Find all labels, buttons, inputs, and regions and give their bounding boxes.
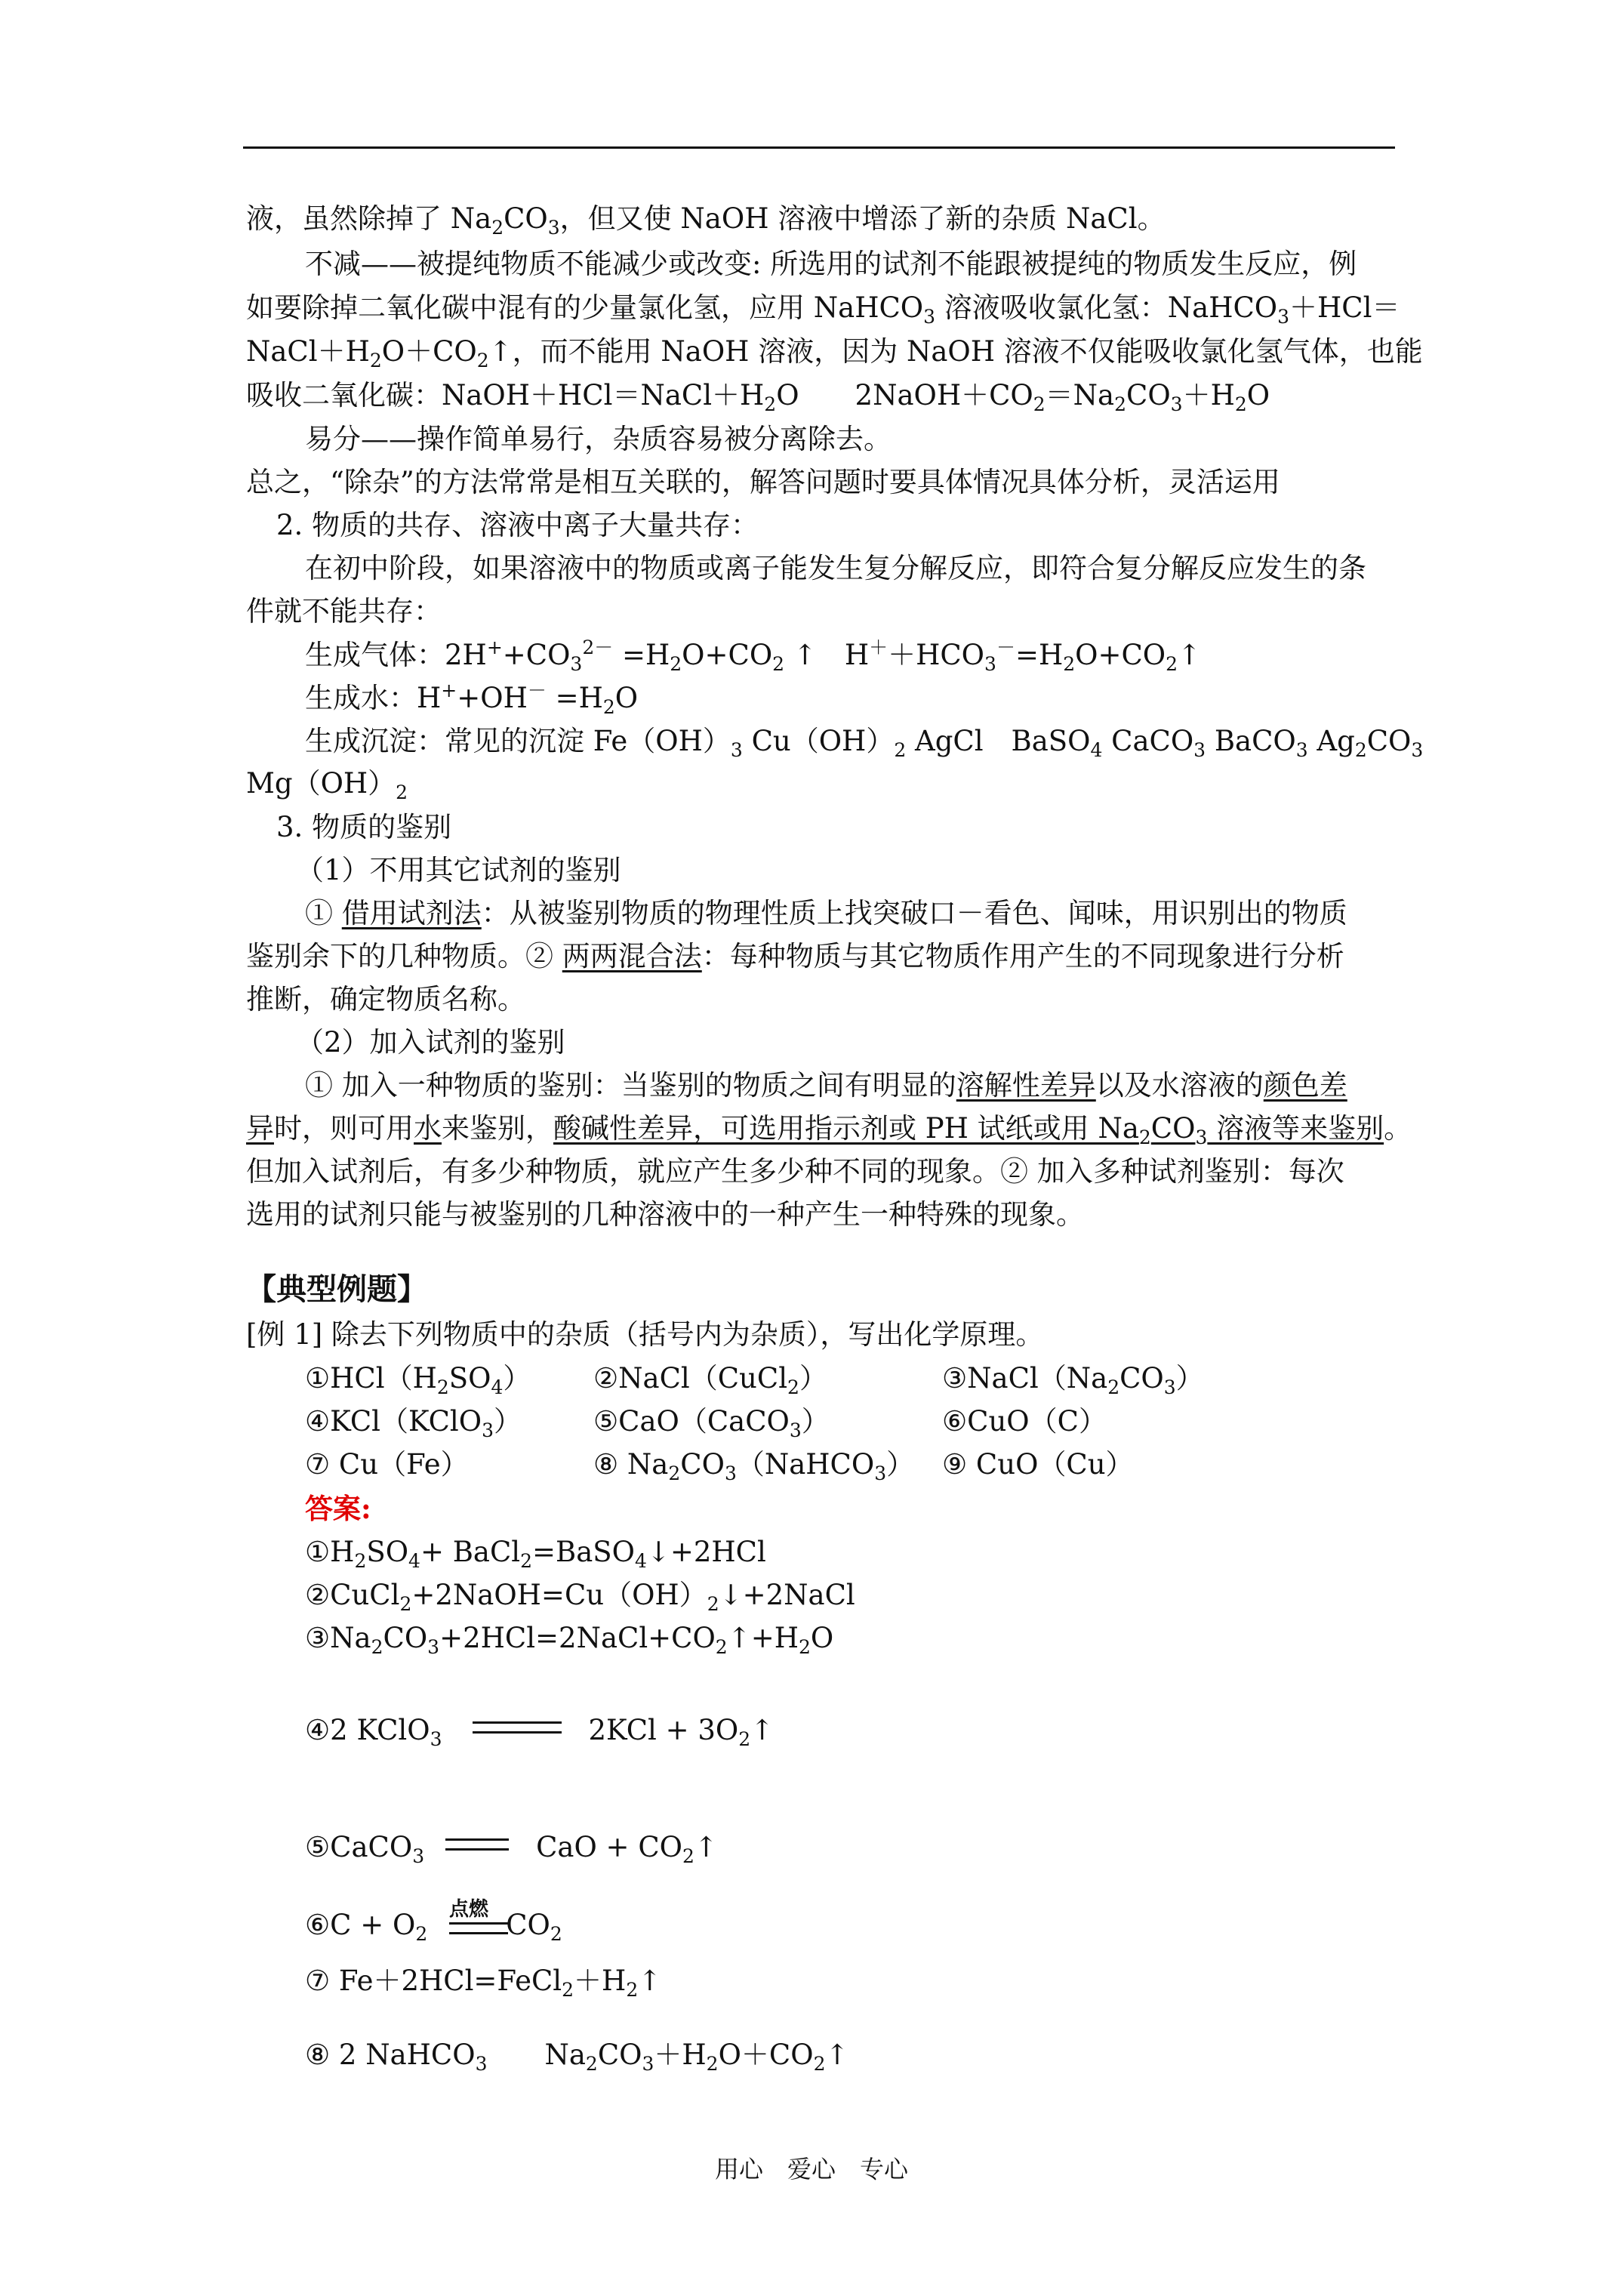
- example-item: $③NaCl(Na_2CO_3)$: [942, 1362, 1204, 1398]
- example-item: ⑨ CuO（Cu）: [942, 1448, 1134, 1481]
- answer-equation: $①H_2SO_4+$ BaCl$_2$=BaSO$_4$↓+2HCl: [305, 1536, 766, 1572]
- answer-equation: ⑦ $Fe+2HCl=FeCl_2+H_2↑$: [305, 1965, 662, 2001]
- page-footer: 用心 爱心 专心: [714, 2155, 908, 2184]
- text-line: 3. 物质的鉴别: [276, 811, 452, 843]
- reaction-condition: 点燃: [449, 1898, 489, 1921]
- text-line: 2. 物质的共存、溶液中离子大量共存：: [276, 509, 759, 541]
- text-line: 件就不能共存：: [246, 595, 442, 627]
- example-item: ④KCl（KClO$_3$）: [305, 1405, 522, 1441]
- text-line: ① 加入一种物质的鉴别：当鉴别的物质之间有明显的溶解性差异以及水溶液的颜色差: [305, 1069, 1347, 1102]
- example-item: ②NaCl（CuCl$_2$）: [593, 1362, 827, 1398]
- text-line: （1）不用其它试剂的鉴别: [296, 854, 621, 886]
- answer-equation: ⑤CaCO$_3$ CaO + $CO_2↑$: [305, 1831, 718, 1867]
- example-prompt: [例 1] 除去下列物质中的杂质（括号内为杂质），写出化学原理。: [246, 1318, 1044, 1351]
- text-line: 易分——操作简单易行，杂质容易被分离除去。: [305, 423, 892, 455]
- answer-label: 答案:: [305, 1492, 371, 1525]
- text-line: 生成水：$H^++OH^- =H_2O$: [305, 680, 639, 718]
- answer-equation: $②CuCl_2+2NaOH=Cu(OH)_2↓+2NaCl$: [305, 1579, 855, 1615]
- text-line: 异时，则可用水来鉴别，酸碱性差异，可选用指示剂或 PH 试纸或用 $Na_2CO_3$ 溶液等来鉴别。: [246, 1112, 1412, 1148]
- text-line: 推断，确定物质名称。: [246, 983, 525, 1015]
- answer-equation: ⑧ 2 NaHCO$_3$ $Na_2CO_3+H_2O+CO_2↑$: [305, 2039, 849, 2075]
- text-line: 不减——被提纯物质不能减少或改变: 所选用的试剂不能跟被提纯的物质发生反应，例: [305, 248, 1357, 280]
- reaction-equals-sign: [445, 1838, 509, 1851]
- answer-equation: ⑥C + $O_2$ $CO_2$: [305, 1909, 562, 1945]
- header-rule: [243, 146, 1395, 149]
- example-item: ⑥CuO（C）: [942, 1405, 1107, 1438]
- text-line: 生成气体：$2H^++CO_3^{2-} =H_2O+CO_2$ ↑ $H^++HCO_3^-=H_2O+CO_2↑$: [305, 636, 1202, 675]
- text-line: 生成沉淀：常见的沉淀 $Fe(OH)_3$ $Cu(OH)_2$ AgCl BaSO$_4$ CaCO$_3$ BaCO$_3$ $Ag_2CO_3$: [305, 725, 1424, 761]
- text-line: 鉴别余下的几种物质。② 两两混合法：每种物质与其它物质作用产生的不同现象进行分析: [246, 940, 1344, 972]
- text-line: ① 借用试剂法：从被鉴别物质的物理性质上找突破口－看色、闻味，用识别出的物质: [305, 897, 1347, 929]
- answer-equation: $③Na_2CO_3+2HCl=2NaCl+CO_2↑+H_2O$: [305, 1622, 834, 1658]
- example-item: $①HCl(H_2SO_4)$: [305, 1362, 531, 1398]
- example-item: ⑧ $Na_2CO_3(NaHCO_3)$: [593, 1448, 915, 1484]
- text-line: 如要除掉二氧化碳中混有的少量氯化氢，应用 NaHCO$_3$ 溶液吸收氯化氢：NaHCO$_3$＋HCl＝: [246, 291, 1400, 328]
- text-line: 总之，“除杂”的方法常常是相互关联的，解答问题时要具体情况具体分析，灵活运用: [246, 466, 1280, 498]
- text-line: $NaCl+H_2O+CO_2↑$，而不能用 NaOH 溶液，因为 NaOH 溶液不仅能吸收氯化氢气体，也能: [246, 335, 1423, 371]
- example-item: ⑦ Cu（Fe）: [305, 1448, 469, 1481]
- text-line: 选用的试剂只能与被鉴别的几种溶液中的一种产生一种特殊的现象。: [246, 1198, 1084, 1231]
- section-title: 【典型例题】: [246, 1271, 427, 1307]
- example-item: ⑤CaO（CaCO$_3$）: [593, 1405, 830, 1441]
- text-line: 液，虽然除掉了 $Na_2CO_3$，但又使 NaOH 溶液中增添了新的杂质 NaCl。: [246, 202, 1166, 239]
- text-line: 在初中阶段，如果溶液中的物质或离子能发生复分解反应，即符合复分解反应发生的条: [305, 552, 1366, 584]
- reaction-equals-sign: [473, 1721, 562, 1734]
- text-line: （2）加入试剂的鉴别: [296, 1026, 565, 1059]
- text-line: 但加入试剂后，有多少种物质，就应产生多少种不同的现象。② 加入多种试剂鉴别：每次: [246, 1155, 1344, 1188]
- text-line: 吸收二氧化碳：$NaOH+HCl=NaCl+H_2O$ $2NaOH+CO_2=Na_2CO_3+H_2O$: [246, 379, 1270, 415]
- answer-equation: ④2 KClO$_3$ $2KCl + 3O_2↑$: [305, 1714, 775, 1750]
- text-line: $Mg(OH)_2$: [246, 767, 408, 803]
